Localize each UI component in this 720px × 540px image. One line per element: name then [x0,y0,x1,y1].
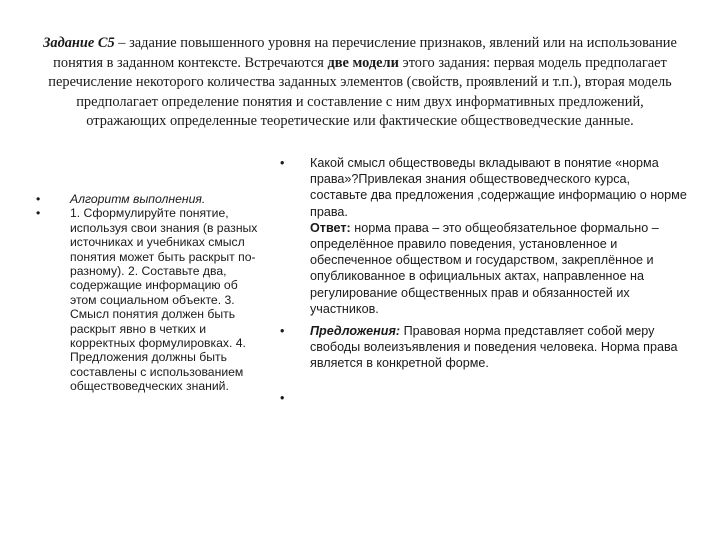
bullet-icon: • [280,156,285,170]
list-item-proposals [280,323,690,372]
list-item-question-answer [280,155,690,317]
proposals-text: Правовая норма представляет собой меру свободы волеизъявления и поведения человека. Норма права является в конкретной форме. [310,324,678,371]
bullet-icon: • [36,206,41,221]
task-title: Задание С5 [43,35,115,51]
empty-bullet-icon: • [280,391,285,405]
example-list [280,155,690,372]
task-description [42,34,678,132]
algorithm-title: Алгоритм выполнения. [70,192,206,206]
list-item-algorithm-title [36,192,256,206]
algorithm-steps: 1. Сформулируйте понятие, используя свои знания (в разных источниках и учебниках смысл понятия может быть раскрыт по-разному). 2. Составьте два, содержащие информацию об этом социальном объекте. 3. Смысл понятия должен быть раскрыт явно в четких и корректных формулировках. 4. Предложения должны быть составлены с использованием обществоведческих знаний. [70,206,258,394]
answer-block [310,220,690,317]
list-item-algorithm-steps [36,206,256,393]
bullet-icon: • [36,192,41,206]
task-text-part-2: этого задания: первая модель предполагает перечисление некоторого количества заданных элементов (свойств, проявлений и т.п.), вторая модель предполагает определение понятия и составление с ним двух информативных предложений, отражающих определенные теоретические или фактические обществоведческие данные. [48,54,672,129]
algorithm-list [36,192,256,394]
task-two-models: две модели [327,54,399,71]
bullet-icon: • [280,324,285,339]
task-text-part-1: – задание повышенного уровня на перечисление признаков, явлений или на использование понятия в заданном контексте. Встречаются [53,35,677,71]
proposals-block [310,323,690,372]
answer-label: Ответ: [310,220,351,235]
answer-text: норма права – это общеобязательное формально – определённое правило поведения, установленное и обеспеченное обществом и государством, закреплённое и опубликованное в официальных актах, направленное на регулирование общественных прав и обязанностей их участников. [310,220,659,316]
proposals-label: Предложения: [310,324,401,339]
question-text: Какой смысл обществоведы вкладывают в понятие «норма права»?Привлекая знания обществоведческого курса, составьте два предложения ,содержащие информацию о норме права. [310,156,687,219]
